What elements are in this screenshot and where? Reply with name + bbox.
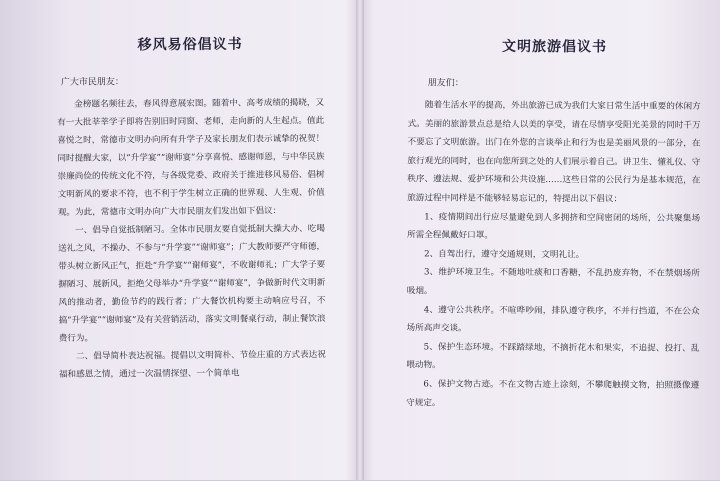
salutation: 朋友们：: [427, 78, 464, 89]
list-item: 5、保护生态环境。不踩踏绿地，不摘折花木和果实，不追捉、投打、乱喂动物。: [406, 342, 700, 371]
page-title: 文明旅游倡议书: [501, 38, 608, 56]
paragraph: 随着生活水平的提高，外出旅游已成为我们大家日常生活中重要的休闲方式。美丽的旅游景点总是给人以美的享受，请在尽情享受阳光美景的同时千万不要忘了文明旅游。出门在外您的言谈举止和行为也是美丽风景的一部分，在旅行观光的同时，也在向您所到之处的人们展示着自己。讲卫生、懂礼仪、守秩序、遵法规、爱护环境和公共设施……这些日常的公民行为是基本规范，在旅游过程中同样是不能够轻易忘记的，特提出以下倡议：: [407, 100, 701, 205]
list-item: 3、维护环境卫生。不随地吐痰和口香糖，不乱扔废弃物，不在禁烟场所吸烟。: [406, 267, 700, 297]
list-item: 4、遵守公共秩序。不喧哗吵闹，排队遵守秩序，不并行挡道，不在公众场所高声交谈。: [406, 304, 700, 334]
left-page: [0, 0, 357, 481]
page-fold: [356, 0, 364, 480]
list-item: 1、疫情期间出行应尽量避免到人多拥挤和空间密闭的场所，公共聚集场所需全程佩戴好口罩。: [406, 211, 701, 241]
right-page: [364, 0, 720, 481]
list-item: 6、保护文物古迹。不在文物古迹上涂刻，不攀爬触摸文物，拍照摄像遵守规定。: [406, 379, 700, 408]
list-item: 2、自驾出行，遵守交通规则，文明礼让。: [424, 249, 585, 260]
page-title: 移风易俗倡议书: [137, 36, 243, 54]
paragraph: 二、倡导简朴表达祝福。提倡以文明简朴、节俭庄重的方式表达祝福和感恩之情，通过一次温情探望、一个简单电: [58, 349, 326, 380]
salutation: 广大市民朋友：: [60, 77, 124, 88]
paragraph: 金榜题名频往去，春风得意展宏图。随着中、高考成绩的揭晓，又有一大批莘莘学子即将告别旧时同窗、老师，走向新的人生起点。值此喜悦之时，常德市文明办向所有升学子及家长朋友们表示诚挚的祝贺！同时提醒大家，以“升学宴”“谢师宴”分享喜悦、感谢师恩，与中华民族崇廉尚俭的传统文化不符，与各级党委、政府关于推进移风易俗、倡树文明新风的要求不符，也不利于学生树立正确的世界观、人生观、价值观。为此，常德市文明办向广大市民朋友们发出如下倡议：: [57, 97, 325, 218]
paragraph: 一、倡导自觉抵制陋习。全体市民朋友要自觉抵制大操大办、吃喝送礼之风，不操办、不参与“升学宴”“谢师宴”；广大教师要严守师德，带头树立新风正气，拒赴“升学宴”“谢师宴”，不收谢师礼；广大学子要摒陋习、展新风，拒绝父母举办“升学宴”“谢师宴”，争做新时代文明新风的推动者，勤俭节约的践行者；广大餐饮机构要主动响应号召，不搞“升学宴”“谢师宴”及有关营销活动，落实文明餐桌行动，制止餐饮浪费行为。: [58, 223, 326, 344]
